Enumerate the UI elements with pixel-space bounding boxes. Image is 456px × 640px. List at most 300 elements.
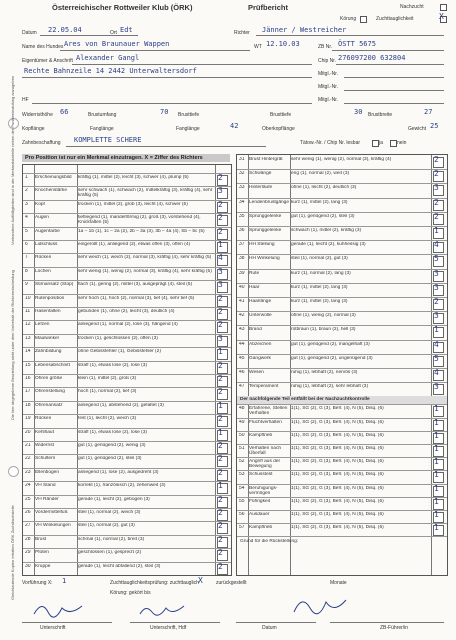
row-position: Beruhigungs-vermögen	[249, 485, 278, 496]
score-value: 3	[434, 268, 439, 278]
row-position: Gangwerk	[249, 355, 271, 361]
row-merkmale: gut (1), genügend (2), mangelhaft (3)	[291, 341, 370, 347]
score-value: 2	[218, 173, 223, 182]
row-merkmale: ohne Gebissfehler (1), Gebissfehler (2)	[78, 349, 161, 355]
row-number: 56	[239, 512, 245, 517]
row-merkmale: steil (1), normal (2), gut (3)	[78, 523, 135, 529]
row-merkmale: ruhig (1), lebhaft (2), nervös (3)	[291, 370, 358, 375]
row-number: 18	[25, 402, 31, 408]
score-value: 2	[434, 297, 439, 306]
row-position: Schwänge	[249, 171, 272, 177]
score-value: 1	[434, 417, 439, 427]
row-position: Knochenstärke	[35, 188, 67, 194]
row-position: Ohrenstellung	[35, 389, 65, 395]
score-value: 3	[218, 280, 223, 290]
score-value: 2	[218, 213, 223, 223]
table-row-line	[23, 307, 231, 308]
score-value: 1	[218, 427, 223, 437]
score-value: 2	[218, 387, 223, 397]
table-row-line	[23, 320, 231, 321]
row-number: 40	[239, 284, 245, 290]
anschrift-value: Rechte Bahnzeile 14 2442 Unterwaltersdorf	[24, 67, 197, 75]
table-row-line	[237, 354, 447, 355]
row-position: Schultern	[35, 456, 56, 462]
table-row-line	[23, 186, 231, 187]
table-row-line	[23, 441, 231, 442]
fanglaenge-label-a: Fanglänge	[90, 126, 114, 132]
table-row-line	[237, 198, 447, 199]
score-value: 1	[218, 400, 223, 410]
row-number: 9	[25, 282, 28, 288]
row-number: 32	[239, 171, 245, 177]
row-number: 1	[25, 175, 28, 180]
fanglaenge-value: 42	[230, 122, 239, 130]
row-position: Rücken	[35, 255, 52, 261]
richter-label: Richter	[234, 30, 250, 36]
row-number: 14	[25, 349, 31, 355]
table-row-line	[23, 294, 231, 295]
koerung-checkbox[interactable]	[360, 16, 367, 23]
row-merkmale: anliegend (1), lose (2), ausgedreht (3)	[78, 469, 159, 475]
score-value: 4	[434, 240, 439, 250]
eigentuemer-label: Eigentümer & Anschrift	[22, 58, 73, 64]
row-merkmale: gerade (1), leicht abfallend (2), steil (3)	[78, 563, 161, 569]
score-value: 2	[218, 293, 223, 303]
row-position: Hasenfalten	[35, 309, 61, 314]
row-position: Brust	[35, 536, 47, 542]
table-row-line	[23, 508, 231, 509]
row-merkmale: rotbraun (1), braun (2), hell (3)	[291, 327, 356, 333]
row-number: 20	[25, 429, 31, 435]
row-number: 5	[25, 228, 28, 234]
widerrist-label: Widerristhöhe	[22, 112, 53, 118]
name-label: Name des Hundes	[22, 44, 64, 50]
row-position: Lendenbrustgänge	[249, 199, 289, 205]
row-number: 6	[25, 242, 28, 247]
table-row-line	[237, 484, 447, 485]
row-position: Brand	[249, 327, 262, 333]
table-row-line	[23, 240, 231, 241]
ja-label: ja	[379, 140, 383, 146]
brustbreite-value: 27	[424, 108, 433, 116]
row-merkmale: kurz (1), mittel (2), lang (3)	[291, 299, 348, 304]
brusttiefe-label: Brusttiefe	[270, 112, 292, 118]
row-position: Zahnbildung	[35, 349, 62, 355]
brusttiefe-label-a: Brusttiefe	[178, 112, 200, 118]
fanglaenge-label: Fanglänge	[176, 126, 200, 132]
brusttiefe-value: 30	[354, 108, 363, 116]
table-row-line	[23, 562, 231, 563]
score-value: 4	[434, 339, 439, 349]
zuchttauglichkeit-check-mark: X	[439, 12, 444, 21]
row-merkmale: 1(1), SG (2), G (3), Befr. (4), N (5), Disq. (6)	[291, 472, 384, 478]
mitgl-label-3: Mitgl.-Nr.	[318, 97, 338, 103]
row-number: 39	[239, 270, 245, 276]
row-number: 19	[25, 416, 31, 422]
row-position: Stirnansatz (Stop)	[35, 282, 74, 288]
row-position: Sprunggelenke	[249, 213, 282, 219]
row-merkmale: gut (1), genügend (2), steil (3)	[291, 213, 355, 219]
row-number: 34	[239, 199, 245, 205]
row-number: 48	[239, 406, 245, 412]
row-merkmale: eng (1), normal (2), weit (3)	[291, 171, 350, 177]
score-value: 2	[218, 494, 223, 504]
brustumfang-value: 70	[160, 108, 169, 116]
datum-label: Datum	[22, 30, 37, 36]
row-position: Lebensabschnitt	[35, 362, 70, 368]
row-number: 30	[25, 563, 31, 569]
row-merkmale: hoch (1), normal (2), tief (3)	[78, 389, 137, 395]
table-row-line	[237, 297, 447, 298]
row-merkmale: kurz (1), normal (2), lang (3)	[291, 270, 351, 276]
row-position: Lefzen	[35, 322, 50, 328]
row-merkmale: steil (1), normal (2), weich (3)	[78, 510, 141, 515]
brustbreite-label: Brustbreite	[368, 112, 393, 118]
table-row-line	[237, 240, 447, 241]
row-position: Pfoten	[35, 550, 49, 556]
row-number: 15	[25, 362, 31, 368]
row-merkmale: 1(1), SG (2), G (3), Befr. (4), N (5), Disq. (6)	[291, 459, 384, 465]
zb-fuehrer-label: ZB-Führer/in	[380, 625, 409, 631]
row-number: 52	[239, 459, 245, 465]
row-merkmale: eingerollt (1), anliegend (2), etwas offen (3), offen (4)	[78, 242, 191, 247]
zuchttauglichkeit-label: Zuchttauglichkeit	[376, 16, 414, 22]
lesbar-nein-checkbox[interactable]	[390, 140, 397, 147]
row-position: Haar	[249, 284, 260, 290]
table-row-line	[237, 510, 447, 511]
row-number: 57	[239, 525, 245, 531]
row-merkmale: sehr wenig (1), wenig (2), normal (3), kräftig (4), sehr kräftig (5)	[78, 268, 212, 274]
row-merkmale: kurz (1), mittel (2), lang (3)	[291, 284, 348, 290]
row-merkmale: geschlossen (1), gespreizt (2)	[78, 550, 142, 556]
table-row-line	[237, 418, 447, 419]
row-position: Kruppe	[35, 563, 51, 569]
row-merkmale: gut (1), genügend (2), steil (3)	[78, 456, 142, 462]
row-merkmale: 1(1), SG (2), G (3), Befr. (4), N (5), Disq. (6)	[291, 446, 384, 451]
table-row-line	[237, 212, 447, 213]
row-merkmale: gut (1), genügend (2), ungenügend (3)	[291, 355, 373, 361]
row-position: Ellenbogen	[35, 469, 60, 475]
ort-label: Ort	[110, 30, 117, 36]
score-value: 2	[434, 169, 439, 179]
left-table-header: Pro Position ist nur ein Merkmal einzutragen. X = Ziffer des Richters	[22, 154, 230, 162]
row-merkmale: sehr schwach (1), schwach (2), mittelkräftig (3), kräftig (4), sehr kräftig (5)	[78, 188, 213, 199]
datum-value: 22.05.04	[48, 26, 82, 34]
row-position: Ohrenansatz	[35, 402, 63, 408]
zahnbeschaffung-label: Zahnbeschaffung	[22, 140, 61, 146]
score-value: 4	[434, 368, 439, 377]
score-value: 3	[218, 266, 223, 276]
score-value: 1	[434, 404, 439, 414]
score-value: 2	[218, 374, 223, 383]
row-position: Augenfarbe	[35, 228, 60, 234]
row-merkmale: ohne (1), wenig (2), normal (3)	[291, 313, 356, 319]
right-subtitle: Der nachfolgende Teil entfällt bei der Nachzuchtkontrolle	[237, 396, 447, 404]
row-number: 43	[239, 327, 245, 333]
row-merkmale: gerade (1), leicht (2), kuhhessig (3)	[291, 242, 366, 248]
row-merkmale: trocken (1), geschlossen (2), offen (3)	[78, 335, 158, 341]
org-name: Österreichischer Rottweiler Klub (ÖRK)	[52, 3, 193, 12]
row-number: 49	[239, 419, 245, 425]
zahn-value: KOMPLETTE SCHERE	[74, 136, 142, 144]
score-value: 2	[218, 454, 223, 464]
score-value: 1	[434, 496, 439, 506]
row-position: Brust Hintergrät	[249, 157, 283, 162]
table-row-line	[23, 468, 231, 469]
row-number: 3	[25, 201, 28, 207]
score-value: 2	[218, 467, 223, 477]
row-number: 53	[239, 472, 245, 478]
score-value: 4	[218, 253, 223, 263]
row-position: Wesen	[249, 370, 264, 375]
row-merkmale: sehr wenig (1), wenig (2), normal (3), kräftig (4)	[291, 157, 392, 162]
vorfuehrung-label: Vorführung X:	[22, 580, 53, 586]
score-value: 3	[434, 311, 439, 321]
row-number: 51	[239, 446, 245, 451]
row-number: 31	[239, 157, 245, 162]
side-note-3: Gleichlautende Kopien erhalten ÖRK Zuchtbuchstelle	[10, 505, 15, 600]
row-merkmale: 1(1), SG (2), G (3), Befr. (4), N (5), Disq. (6)	[291, 525, 384, 531]
score-value: 2	[218, 360, 223, 370]
table-row-line	[237, 497, 447, 498]
gewicht-value: 25	[430, 122, 439, 130]
row-merkmale: 1(1), SG (2), G (3), Befr. (4), N (5), Disq. (6)	[291, 485, 384, 491]
row-merkmale: gerade (1), leicht (2), gebogen (3)	[78, 496, 150, 502]
table-row-line	[237, 444, 447, 445]
table-row-line	[23, 401, 231, 402]
row-position: Rute	[249, 270, 260, 276]
signature-2	[136, 600, 196, 620]
row-merkmale: straff (1), etwas lose (2), lose (3)	[78, 429, 147, 435]
table-row-line	[23, 347, 231, 348]
table-row-line	[23, 521, 231, 522]
row-merkmale: 1(1), SG (2), G (3), Befr. (4), N (5), Disq. (6)	[291, 419, 384, 425]
row-number: 46	[239, 370, 245, 375]
table-row-line	[23, 280, 231, 281]
row-position: HH Winkelung	[249, 256, 280, 262]
score-value: 2	[434, 211, 439, 221]
row-position: Lochen	[35, 268, 51, 274]
row-position: Haarlänge	[249, 299, 272, 304]
side-note-1: Vorhandene Auffälligkeiten sind in der Merkmalstabelle neben der Punkteeinstufung anzugeben	[10, 75, 15, 245]
nachzucht-checkbox[interactable]	[440, 4, 447, 11]
row-number: 2	[25, 188, 28, 194]
table-row-line	[23, 454, 231, 455]
table-row-line	[237, 183, 447, 184]
row-merkmale: schmal (1), normal (2), breit (3)	[78, 536, 145, 542]
score-value: 2	[218, 441, 223, 450]
row-position: Vordermittelfuß	[35, 510, 68, 515]
table-row-line	[23, 428, 231, 429]
row-number: 24	[25, 483, 31, 489]
row-merkmale: anliegend (1), abstehend (2), gefaltet (3)	[78, 402, 164, 408]
row-number: 26	[25, 510, 31, 515]
row-merkmale: klein (1), mittel (2), groß (3)	[78, 376, 137, 381]
score-value: 1	[434, 430, 439, 440]
row-position: Lidschluss	[35, 242, 58, 247]
row-number: 36	[239, 228, 245, 233]
table-row-line	[23, 495, 231, 496]
table-row-line	[23, 253, 231, 254]
row-position: Abzeichen	[249, 341, 272, 347]
row-position: Angriff aus der Bewegung	[249, 459, 281, 470]
brustumfang-label: Brustumfang	[88, 112, 117, 118]
column-divider	[431, 155, 432, 575]
rueckstellung-label: Grund für die Rückstellung:	[240, 539, 299, 545]
koerung-line: Körung: gekört bis	[110, 590, 151, 596]
row-position: Erfahrene, Stellen Verhalten	[249, 406, 288, 417]
row-number: 42	[239, 313, 245, 319]
row-number: 16	[25, 376, 31, 381]
gewicht-label: Gewicht	[408, 126, 427, 132]
row-position: Augen	[35, 215, 49, 221]
table-row-line	[23, 414, 231, 415]
row-position: Rücken	[35, 416, 52, 422]
row-number: 27	[25, 523, 31, 529]
nein-label: nein	[397, 140, 407, 146]
row-number: 4	[25, 215, 28, 221]
signature-1	[30, 598, 100, 620]
table-row-line	[23, 387, 231, 388]
row-merkmale: 1a – 1b (1), 1c – 2a (2), 2b – 3a (3), 3b – 4a (4), Sb – 5c (5)	[78, 228, 205, 234]
unterschrift2-label: Unterschrift, Hdf	[150, 625, 187, 631]
score-value: 3	[218, 186, 223, 196]
taetow-label: Tätow.-Nr. / Chip Nr. lesbar	[300, 140, 361, 146]
row-position: Widerrist	[35, 443, 54, 448]
score-value: 2	[218, 414, 223, 424]
table-row-line	[23, 200, 231, 201]
row-number: 37	[239, 242, 245, 248]
score-value: 2	[218, 561, 223, 571]
side-note-2: Die hier abgegebene Beurteilung steht unter dem Vorbehalt der Richterentscheidung	[10, 270, 15, 420]
row-merkmale: kurz (1), mittel (2), lang (3)	[291, 199, 348, 205]
row-merkmale: sehr hoch (1), hoch (2), normal (3), tief (4), sehr tief (5)	[78, 295, 195, 301]
row-number: 10	[25, 295, 31, 301]
score-value: 2	[218, 508, 223, 517]
table-row-line	[23, 548, 231, 549]
lesbar-ja-checkbox[interactable]	[372, 140, 379, 147]
score-value: 2	[218, 226, 223, 236]
row-position: Kampftrieb	[249, 525, 273, 531]
score-value: 1	[434, 483, 439, 493]
wt-value: 12.10.03	[266, 40, 300, 48]
score-value: 3	[218, 333, 223, 343]
row-merkmale: trocken (1), mittel (2), grob (3), leicht (4), schwer (5)	[78, 201, 188, 207]
score-value: 2	[218, 534, 223, 544]
row-position: Temperament	[249, 384, 279, 390]
table-row-line	[23, 374, 231, 375]
kopflaenge-label: Kopflänge	[22, 126, 45, 132]
row-number: 23	[25, 469, 31, 475]
unterschrift-label: Unterschrift	[40, 625, 66, 631]
score-value: 1	[218, 240, 223, 249]
chip-label: Chip Nr.	[318, 58, 337, 64]
zb-value: ÖSTT 5675	[338, 40, 376, 48]
row-position: Unterwolle	[249, 313, 272, 319]
signature-3	[290, 592, 350, 618]
row-position: Ausdauer	[249, 512, 270, 517]
table-row-line	[23, 361, 231, 362]
row-position: HH Stellung	[249, 242, 275, 248]
table-row-line	[23, 481, 231, 482]
table-row-line	[237, 169, 447, 170]
table-row-line	[237, 457, 447, 458]
row-number: 35	[239, 213, 245, 219]
row-merkmale: steil (1), normal (2), gut (3)	[291, 256, 348, 262]
row-merkmale: gut (1), genügend (2), wenig (3)	[78, 443, 146, 448]
score-value: 2	[218, 548, 223, 558]
table-row-line	[237, 325, 447, 326]
row-position: VH Stand	[35, 483, 56, 489]
score-value: 5	[434, 353, 439, 363]
zuruck-label: zurückgestellt	[216, 580, 247, 586]
koerung-label: Körung	[340, 16, 357, 22]
right-criteria-table	[236, 154, 448, 576]
score-value: 3	[434, 183, 439, 193]
row-number: 29	[25, 550, 31, 556]
table-row-line	[23, 173, 231, 174]
row-merkmale: schwach (1), mittel (2), kräftig (3)	[291, 228, 362, 233]
row-position: Maulwinkel	[35, 335, 59, 341]
score-value: 5	[434, 254, 439, 264]
left-criteria-table	[22, 164, 232, 576]
row-position: Führigkeit	[249, 498, 271, 504]
mitgl-label: Mitgl.-Nr.	[318, 71, 338, 77]
zuchttauglich-mark: X	[198, 576, 203, 585]
row-position: Schusstest	[249, 472, 273, 478]
richter-value: Jänner / Westreicher	[262, 26, 347, 34]
score-value: 1	[434, 470, 439, 480]
row-number: 11	[25, 309, 31, 314]
row-position: Sprunggelenke	[249, 228, 282, 233]
row-merkmale: korrekt (1), französisch (2), zehenweit (3)	[78, 483, 166, 489]
table-row-line	[23, 213, 231, 214]
table-row-line	[237, 269, 447, 270]
row-number: 41	[239, 299, 245, 304]
row-number: 8	[25, 268, 28, 274]
table-row-line	[237, 404, 447, 405]
row-number: 22	[25, 456, 31, 462]
monate-label: Monate	[330, 580, 347, 586]
row-merkmale: 1(1), SG (2), G (3), Befr. (4), N (5), Disq. (6)	[291, 406, 384, 412]
table-row-line	[23, 535, 231, 536]
score-value: 1	[434, 457, 439, 467]
row-number: 38	[239, 256, 245, 262]
score-value: 1	[434, 523, 439, 533]
table-row-line	[23, 227, 231, 228]
row-number: 50	[239, 432, 245, 438]
row-merkmale: sehr weich (1), weich (2), normal (3), kräftig (4), sehr kräftig (5)	[78, 255, 212, 261]
table-row-line	[237, 283, 447, 284]
table-row-line	[237, 523, 447, 524]
zb-label: ZB Nr.	[318, 44, 333, 50]
row-merkmale: kräftig (1), mittel (2), leicht (3), schwer (4), plump (5)	[78, 175, 189, 180]
row-number: 13	[25, 335, 31, 341]
score-value: 1	[434, 510, 439, 519]
score-value: 2	[434, 155, 439, 164]
oberkopf-label: Oberkopflänge	[262, 126, 295, 132]
row-merkmale: 1(1), SG (2), G (3), Befr. (4), N (5), Disq. (6)	[291, 432, 384, 438]
row-number: 25	[25, 496, 31, 502]
dog-name-value: Ares von Braunauer Wappen	[64, 40, 170, 48]
score-value: 2	[218, 521, 223, 531]
row-position: Rutenposition	[35, 295, 65, 301]
row-number: 28	[25, 536, 31, 542]
nachzucht-label: Nachzucht	[400, 4, 424, 10]
table-row-line	[237, 368, 447, 369]
row-position: Kampftrieb	[249, 432, 273, 438]
table-row-line	[237, 311, 447, 312]
